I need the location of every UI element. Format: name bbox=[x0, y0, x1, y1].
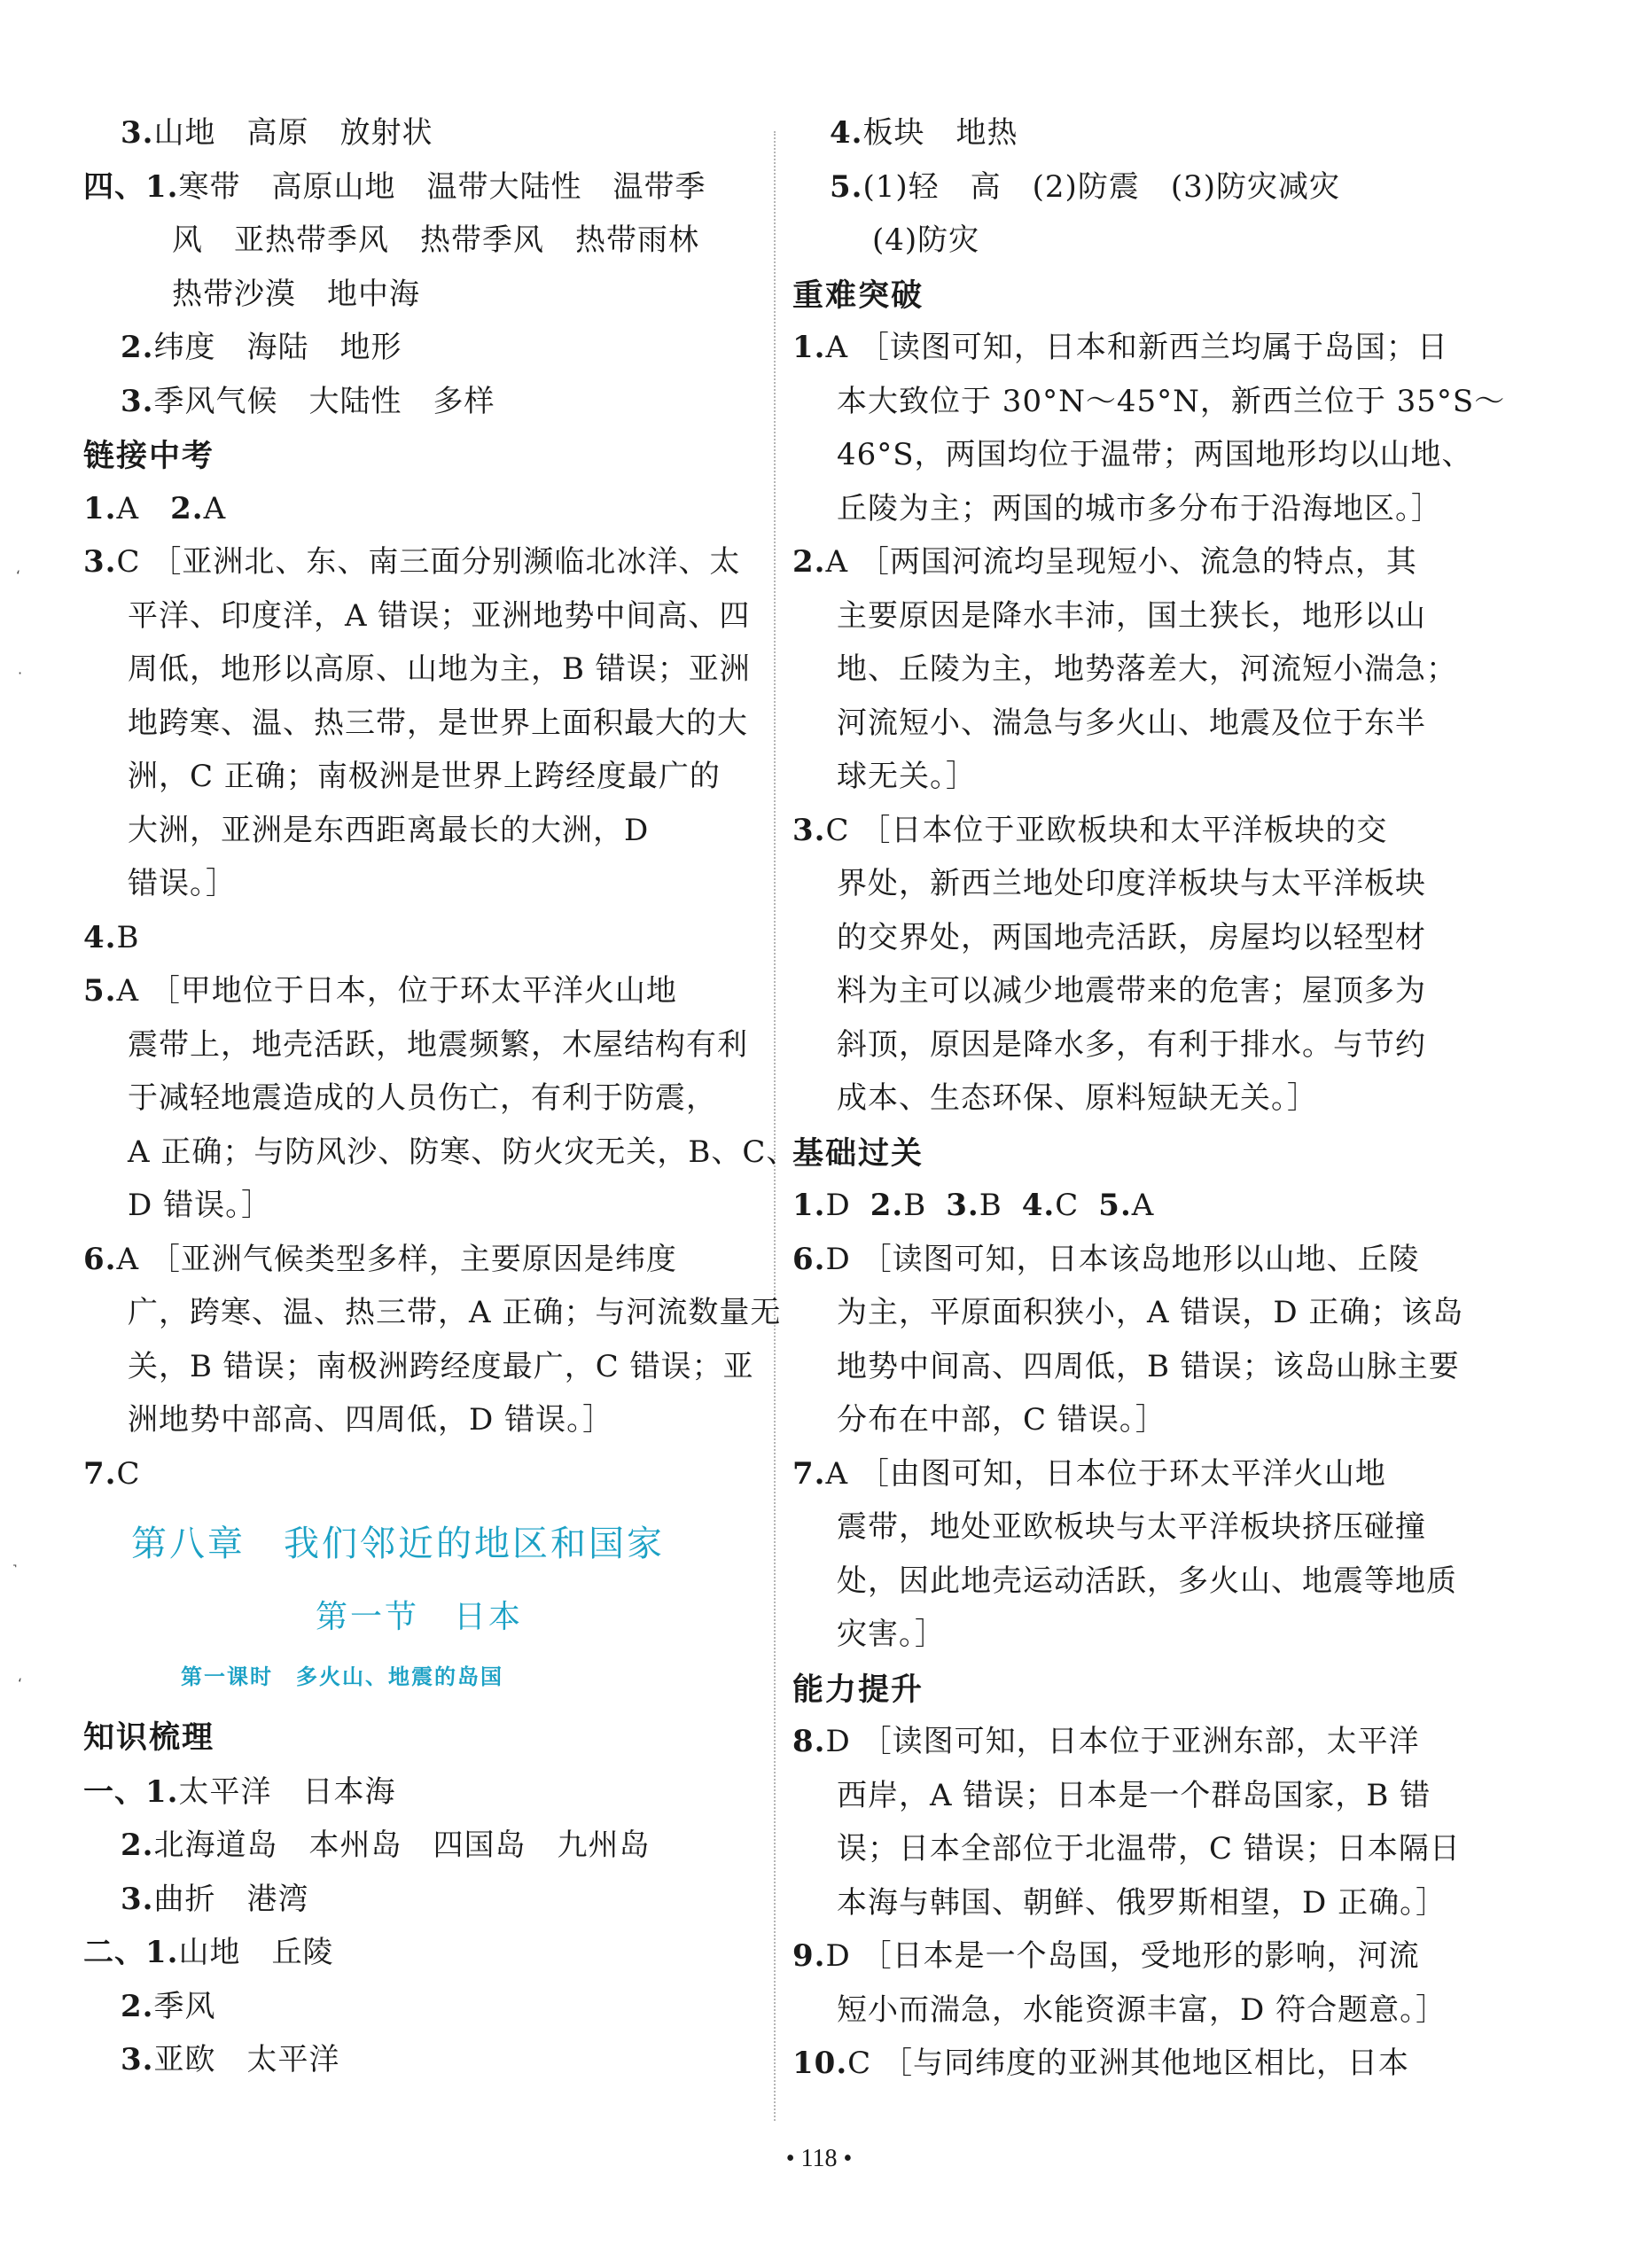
answer-text: C bbox=[1055, 1188, 1080, 1223]
answer-text: D ［读图可知，日本位于亚洲东部，太平洋 bbox=[825, 1724, 1420, 1759]
answer-text: 界处，新西兰地处印度洋板块与太平洋板块 bbox=[837, 866, 1426, 901]
answer-line bbox=[837, 437, 1473, 472]
answer-line bbox=[837, 920, 1426, 955]
item-number: 3. bbox=[83, 544, 117, 580]
item-number: 2. bbox=[870, 1188, 904, 1223]
answer-text: 震带，地处亚欧板块与太平洋板块挤压碰撞 bbox=[837, 1509, 1426, 1545]
item-number: 3. bbox=[121, 115, 154, 151]
answer-line bbox=[128, 1027, 748, 1063]
answer-line bbox=[830, 169, 1340, 205]
item-number: 4. bbox=[830, 115, 863, 151]
item-number: 3. bbox=[792, 812, 826, 848]
answer-text: A 正确；与防风沙、防寒、防火灾无关，B、C、 bbox=[128, 1134, 798, 1170]
answer-text: 关，B 错误；南极洲跨经度最广，C 错误；亚 bbox=[128, 1348, 754, 1384]
answer-line bbox=[837, 1295, 1463, 1330]
answer-text: 于减轻地震造成的人员伤亡，有利于防震， bbox=[128, 1080, 717, 1116]
answer-text: 地势中间高、四周低，B 错误；该岛山脉主要 bbox=[837, 1348, 1460, 1384]
answer-text: 本大致位于 30°N～45°N，新西兰位于 35°S～ bbox=[837, 383, 1506, 419]
answer-text: 洲地势中部高、四周低，D 错误。］ bbox=[128, 1402, 614, 1438]
answer-text: A ［甲地位于日本，位于环太平洋火山地 bbox=[116, 973, 677, 1009]
answer-text: D 错误。］ bbox=[128, 1188, 273, 1223]
answer-line bbox=[83, 1456, 141, 1492]
answer-text: B bbox=[116, 919, 140, 955]
answer-text: 寒带 高原山地 温带大陆性 温带季 bbox=[178, 168, 706, 205]
answer-line bbox=[121, 1882, 309, 1917]
answer-line bbox=[792, 1724, 1420, 1759]
answer-text: 为主，平原面积狭小，A 错误，D 正确；该岛 bbox=[837, 1295, 1464, 1330]
answer-text: A ［读图可知，日本和新西兰均属于岛国；日 bbox=[825, 330, 1448, 365]
answer-line bbox=[121, 384, 495, 419]
answer-line bbox=[121, 1989, 216, 2024]
answer-line bbox=[837, 1617, 946, 1652]
answer-text: 误；日本全部位于北温带，C 错误；日本隔日 bbox=[837, 1831, 1461, 1867]
item-number: 4. bbox=[83, 919, 117, 955]
answer-line bbox=[830, 115, 1018, 151]
answer-text: 风 亚热带季风 热带季风 热带雨林 bbox=[172, 222, 699, 258]
item-number: 5. bbox=[83, 973, 117, 1009]
answer-text: 成本、生态环保、原料短缺无关。］ bbox=[837, 1080, 1318, 1116]
answer-text: 热带沙漠 地中海 bbox=[172, 276, 420, 312]
answer-line bbox=[837, 705, 1426, 741]
item-number: 7. bbox=[792, 1455, 826, 1492]
section-heading: 能力提升 bbox=[792, 1672, 924, 1708]
answer-text: C ［亚洲北、东、南三面分别濒临北冰洋、太 bbox=[116, 544, 741, 580]
answer-text: 平洋、印度洋，A 错误；亚洲地势中间高、四 bbox=[128, 597, 751, 634]
answer-text: A bbox=[203, 490, 227, 526]
item-number: 2. bbox=[792, 544, 826, 580]
item-number: 4. bbox=[1021, 1188, 1056, 1223]
answer-line bbox=[837, 384, 1505, 419]
answer-line bbox=[837, 866, 1426, 901]
item-number: 2. bbox=[170, 490, 204, 526]
item-number: 5. bbox=[1098, 1188, 1132, 1223]
answer-text: C ［日本位于亚欧板块和太平洋板块的交 bbox=[825, 812, 1388, 848]
answer-text: A bbox=[1131, 1188, 1155, 1223]
answer-line bbox=[792, 813, 1387, 848]
answer-line bbox=[128, 705, 748, 741]
answer-text: 料为主可以减少地震带来的危害；屋顶多为 bbox=[837, 973, 1426, 1009]
answer-text: 主要原因是降水丰沛，国土狭长，地形以山 bbox=[837, 597, 1426, 634]
chapter-title: 第八章 我们邻近的地区和国家 bbox=[131, 1524, 665, 1564]
section-heading: 基础过关 bbox=[792, 1135, 924, 1172]
item-number: 3. bbox=[121, 383, 154, 419]
answer-line bbox=[837, 1349, 1460, 1384]
item-number: 3. bbox=[121, 1881, 154, 1917]
answer-line bbox=[837, 1778, 1431, 1813]
answer-line bbox=[128, 598, 750, 634]
answer-text: (1)轻 高 (2)防震 (3)防灾减灾 bbox=[862, 168, 1340, 205]
answer-line bbox=[83, 1242, 677, 1277]
answer-line bbox=[837, 491, 1442, 526]
answer-text: 地跨寒、温、热三带，是世界上面积最大的大 bbox=[128, 705, 748, 741]
item-number: 二、1. bbox=[83, 1935, 179, 1970]
answer-line bbox=[837, 1080, 1318, 1116]
answer-line bbox=[837, 1885, 1447, 1921]
answer-line bbox=[792, 1456, 1386, 1492]
item-number: 2. bbox=[121, 1988, 154, 2024]
item-number: 2. bbox=[121, 1828, 154, 1863]
item-number: 3. bbox=[946, 1188, 979, 1223]
answer-line bbox=[792, 330, 1448, 365]
answer-line bbox=[837, 1831, 1461, 1867]
margin-mark: ‘ bbox=[18, 1675, 23, 1692]
answer-line bbox=[792, 1938, 1420, 1974]
section-heading: 重难突破 bbox=[792, 277, 924, 314]
answer-line bbox=[872, 222, 979, 258]
margin-mark: ˺ bbox=[12, 1562, 18, 1578]
answer-line bbox=[128, 759, 721, 794]
answer-line bbox=[83, 1935, 334, 1970]
item-number: 9. bbox=[792, 1938, 826, 1974]
answer-text: 处，因此地壳运动活跃，多火山、地震等地质 bbox=[837, 1563, 1457, 1599]
answer-line bbox=[128, 651, 751, 687]
answer-line bbox=[837, 1509, 1426, 1545]
item-number: 1. bbox=[792, 330, 826, 365]
answer-text: 板块 地热 bbox=[862, 115, 1018, 151]
answer-text: 山地 高原 放射状 bbox=[153, 115, 433, 151]
answer-line bbox=[837, 1402, 1166, 1438]
item-number: 6. bbox=[83, 1241, 117, 1277]
answer-line bbox=[128, 1134, 797, 1170]
answer-line bbox=[172, 222, 699, 258]
answer-text: 北海道岛 本州岛 四国岛 九州岛 bbox=[153, 1828, 651, 1863]
answer-text: B bbox=[979, 1188, 1002, 1223]
answer-text: 球无关。］ bbox=[837, 759, 977, 794]
answer-text: 季风 bbox=[153, 1988, 216, 2024]
section-heading: 链接中考 bbox=[83, 439, 215, 474]
answer-line bbox=[83, 491, 226, 526]
answer-text: D bbox=[825, 1188, 851, 1223]
answer-line bbox=[837, 973, 1426, 1009]
answer-line bbox=[83, 920, 140, 955]
section-title: 第一节 日本 bbox=[316, 1599, 524, 1635]
answer-line bbox=[128, 866, 237, 901]
answer-line bbox=[128, 1402, 613, 1438]
answer-text: A ［两国河流均呈现短小、流急的特点，其 bbox=[825, 544, 1417, 580]
answer-text: 46°S，两国均位于温带；两国地形均以山地、 bbox=[837, 437, 1473, 472]
answer-line bbox=[792, 2046, 1409, 2081]
answer-text: 的交界处，两国地壳活跃，房屋均以轻型材 bbox=[837, 919, 1426, 955]
item-number: 3. bbox=[121, 2042, 154, 2077]
item-number: 10. bbox=[792, 2046, 848, 2081]
answer-line bbox=[837, 1027, 1426, 1063]
answer-line bbox=[83, 169, 706, 205]
item-number: 8. bbox=[792, 1724, 826, 1759]
lesson-title: 第一课时 多火山、地震的岛国 bbox=[181, 1664, 503, 1689]
margin-mark: · bbox=[18, 665, 23, 682]
section-heading: 知识梳理 bbox=[83, 1720, 215, 1756]
answer-line bbox=[121, 115, 433, 151]
answer-text: D ［日本是一个岛国，受地形的影响，河流 bbox=[825, 1938, 1420, 1974]
answer-text: 震带上，地壳活跃，地震频繁，木屋结构有利 bbox=[128, 1026, 748, 1063]
answer-line bbox=[792, 544, 1417, 580]
answer-line bbox=[837, 1563, 1457, 1599]
answer-text: 短小而湍急，水能资源丰富，D 符合题意。］ bbox=[837, 1991, 1447, 2028]
answer-text: 斜顶，原因是降水多，有利于排水。与节约 bbox=[837, 1026, 1426, 1063]
answer-text: 周低，地形以高原、山地为主，B 错误；亚洲 bbox=[128, 651, 751, 687]
answer-line bbox=[128, 813, 649, 848]
answer-line bbox=[83, 1774, 396, 1810]
answer-text: 亚欧 太平洋 bbox=[153, 2042, 340, 2077]
item-number: 5. bbox=[830, 168, 863, 205]
answer-text: 本海与韩国、朝鲜、俄罗斯相望，D 正确。］ bbox=[837, 1884, 1447, 1921]
short-answers-row bbox=[792, 1188, 1174, 1223]
answer-line bbox=[121, 330, 402, 365]
answer-text: (4)防灾 bbox=[872, 222, 980, 258]
answer-text: 地、丘陵为主，地势落差大，河流短小湍急； bbox=[837, 651, 1457, 687]
answer-text: D ［读图可知，日本该岛地形以山地、丘陵 bbox=[825, 1241, 1420, 1277]
answer-line bbox=[83, 544, 740, 580]
answer-text: 河流短小、湍急与多火山、地震及位于东半 bbox=[837, 705, 1426, 741]
answer-text: A ［亚洲气候类型多样，主要原因是纬度 bbox=[116, 1241, 677, 1277]
page-number: • 118 • bbox=[785, 2145, 853, 2172]
answer-line bbox=[128, 1188, 272, 1223]
answer-text: A bbox=[116, 490, 171, 526]
item-number: 6. bbox=[792, 1241, 826, 1277]
answer-line bbox=[128, 1080, 717, 1116]
answer-text: 西岸，A 错误；日本是一个群岛国家，B 错 bbox=[837, 1777, 1431, 1813]
answer-text: 广，跨寒、温、热三带，A 正确；与河流数量无 bbox=[128, 1295, 782, 1330]
answer-text: 错误。］ bbox=[128, 866, 237, 901]
answer-text: 季风气候 大陆性 多样 bbox=[153, 383, 495, 419]
item-number: 2. bbox=[121, 330, 154, 365]
answer-line bbox=[837, 651, 1457, 687]
answer-text: 洲，C 正确；南极洲是世界上跨经度最广的 bbox=[128, 759, 721, 794]
answer-text: B bbox=[903, 1188, 927, 1223]
answer-text: 山地 丘陵 bbox=[178, 1935, 334, 1970]
answer-text: 分布在中部，C 错误。］ bbox=[837, 1402, 1166, 1438]
answer-line bbox=[121, 1828, 651, 1863]
answer-text: 大洲，亚洲是东西距离最长的大洲，D bbox=[128, 812, 650, 848]
margin-mark: ‘ bbox=[16, 567, 21, 584]
answer-text: 灾害。］ bbox=[837, 1617, 946, 1652]
answer-text: C bbox=[116, 1455, 141, 1492]
answer-text: A ［由图可知，日本位于环太平洋火山地 bbox=[825, 1455, 1386, 1492]
item-number: 7. bbox=[83, 1455, 117, 1492]
answer-text: 丘陵为主；两国的城市多分布于沿海地区。］ bbox=[837, 490, 1442, 526]
item-number: 四、1. bbox=[83, 168, 179, 205]
column-divider bbox=[774, 131, 776, 2121]
answer-line bbox=[837, 1992, 1447, 2028]
answer-text: 曲折 港湾 bbox=[153, 1881, 309, 1917]
answer-line bbox=[837, 759, 977, 794]
answer-text: 太平洋 日本海 bbox=[178, 1773, 396, 1810]
item-number: 1. bbox=[83, 490, 117, 526]
answer-text: C ［与同纬度的亚洲其他地区相比，日本 bbox=[847, 2046, 1409, 2081]
answer-line bbox=[172, 277, 420, 312]
answer-line bbox=[792, 1242, 1420, 1277]
answer-line bbox=[121, 2042, 340, 2077]
answer-line bbox=[837, 598, 1426, 634]
answer-text: 纬度 海陆 地形 bbox=[153, 330, 402, 365]
answer-line bbox=[128, 1295, 781, 1330]
item-number: 1. bbox=[792, 1188, 826, 1223]
item-number: 一、1. bbox=[83, 1773, 179, 1810]
answer-line bbox=[83, 973, 677, 1009]
answer-line bbox=[128, 1349, 754, 1384]
